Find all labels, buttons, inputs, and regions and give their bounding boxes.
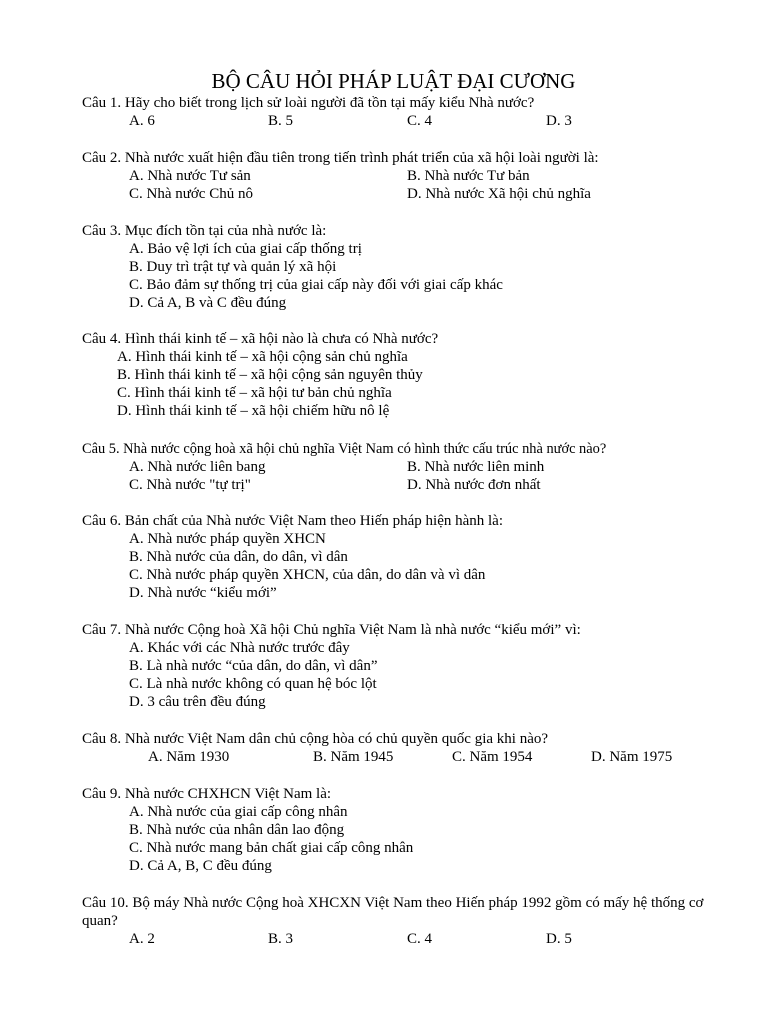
question-5	[82, 440, 722, 494]
option-b: B. Năm 1945	[313, 749, 394, 765]
option-c: C. Năm 1954	[452, 749, 533, 765]
option-c: C. Là nhà nước không có quan hệ bóc lột	[129, 676, 377, 692]
option-d: D. Nhà nước đơn nhất	[407, 477, 541, 493]
question-9	[82, 785, 722, 875]
question-4	[82, 330, 722, 420]
question-stem: Câu 8. Nhà nước Việt Nam dân chủ cộng hòa có chủ quyền quốc gia khi nào?	[82, 731, 549, 747]
question-8	[82, 730, 722, 766]
option-b: B. 5	[268, 113, 294, 129]
question-stem: Câu 6. Bản chất của Nhà nước Việt Nam theo Hiến pháp hiện hành là:	[82, 513, 504, 529]
option-b: B. Nhà nước của nhân dân lao động	[129, 822, 345, 838]
option-d: D. Nhà nước “kiểu mới”	[129, 585, 277, 601]
option-a: A. Nhà nước của giai cấp công nhân	[129, 804, 348, 820]
option-a: A. Nhà nước liên bang	[129, 459, 266, 475]
option-b: B. Nhà nước Tư bản	[407, 168, 530, 184]
option-c: C. Bảo đảm sự thống trị của giai cấp này đối với giai cấp khác	[129, 277, 503, 293]
question-2	[82, 149, 722, 203]
option-a: A. Khác với các Nhà nước trước đây	[129, 640, 350, 656]
option-d: D. Nhà nước Xã hội chủ nghĩa	[407, 186, 591, 202]
option-d: D. Năm 1975	[591, 749, 673, 765]
option-b: B. Duy trì trật tự và quản lý xã hội	[129, 259, 337, 275]
option-a: A. 6	[129, 113, 155, 129]
question-stem: Câu 4. Hình thái kinh tế – xã hội nào là chưa có Nhà nước?	[82, 331, 439, 347]
question-7	[82, 621, 722, 711]
option-c: C. 4	[407, 113, 433, 129]
option-b: B. Nhà nước của dân, do dân, vì dân	[129, 549, 348, 565]
option-c: C. Nhà nước mang bản chất giai cấp công nhân	[129, 840, 414, 856]
option-c: C. Nhà nước Chủ nô	[129, 186, 253, 202]
option-c: C. 4	[407, 931, 433, 947]
option-a: A. Nhà nước Tư sản	[129, 168, 251, 184]
option-a: A. Bảo vệ lợi ích của giai cấp thống trị	[129, 241, 362, 257]
option-d: D. Hình thái kinh tế – xã hội chiếm hữu nô lệ	[117, 403, 390, 419]
question-3	[82, 222, 722, 312]
option-d: D. Cả A, B và C đều đúng	[129, 295, 287, 311]
question-stem: Câu 1. Hãy cho biết trong lịch sử loài người đã tồn tại mấy kiểu Nhà nước?	[82, 95, 535, 111]
option-c: C. Nhà nước pháp quyền XHCN, của dân, do dân và vì dân	[129, 567, 486, 583]
question-1	[82, 94, 722, 130]
option-c: C. Nhà nước "tự trị"	[129, 477, 251, 493]
page-title: BỘ CÂU HỎI PHÁP LUẬT ĐẠI CƯƠNG	[211, 69, 576, 93]
option-b: B. Là nhà nước “của dân, do dân, vì dân”	[129, 658, 378, 674]
question-6	[82, 512, 722, 602]
question-10	[82, 894, 712, 948]
question-stem: Câu 9. Nhà nước CHXHCN Việt Nam là:	[82, 786, 332, 802]
option-b: B. Nhà nước liên minh	[407, 459, 545, 475]
option-a: A. 2	[129, 931, 155, 947]
option-a: A. Năm 1930	[148, 749, 230, 765]
question-stem: Câu 5. Nhà nước cộng hoà xã hội chủ nghĩa Việt Nam có hình thức cấu trúc nhà nước nào?	[82, 441, 607, 457]
option-d: D. Cả A, B, C đều đúng	[129, 858, 272, 874]
option-d: D. 3	[546, 113, 572, 129]
option-a: A. Hình thái kinh tế – xã hội cộng sản chủ nghĩa	[117, 349, 408, 365]
option-d: D. 5	[546, 931, 572, 947]
option-b: B. 3	[268, 931, 294, 947]
question-stem: Câu 3. Mục đích tồn tại của nhà nước là:	[82, 223, 327, 239]
option-b: B. Hình thái kinh tế – xã hội cộng sản nguyên thủy	[117, 367, 423, 383]
option-a: A. Nhà nước pháp quyền XHCN	[129, 531, 326, 547]
question-stem: Câu 2. Nhà nước xuất hiện đầu tiên trong tiến trình phát triển của xã hội loài người là:	[82, 150, 599, 166]
option-c: C. Hình thái kinh tế – xã hội tư bản chủ nghĩa	[117, 385, 392, 401]
option-d: D. 3 câu trên đều đúng	[129, 694, 266, 710]
question-stem: Câu 7. Nhà nước Cộng hoà Xã hội Chủ nghĩa Việt Nam là nhà nước “kiểu mới” vì:	[82, 622, 581, 638]
question-stem: Câu 10. Bộ máy Nhà nước Cộng hoà XHCXN Việt Nam theo Hiến pháp 1992 gồm có mấy hệ thống cơ quan?	[82, 895, 704, 929]
